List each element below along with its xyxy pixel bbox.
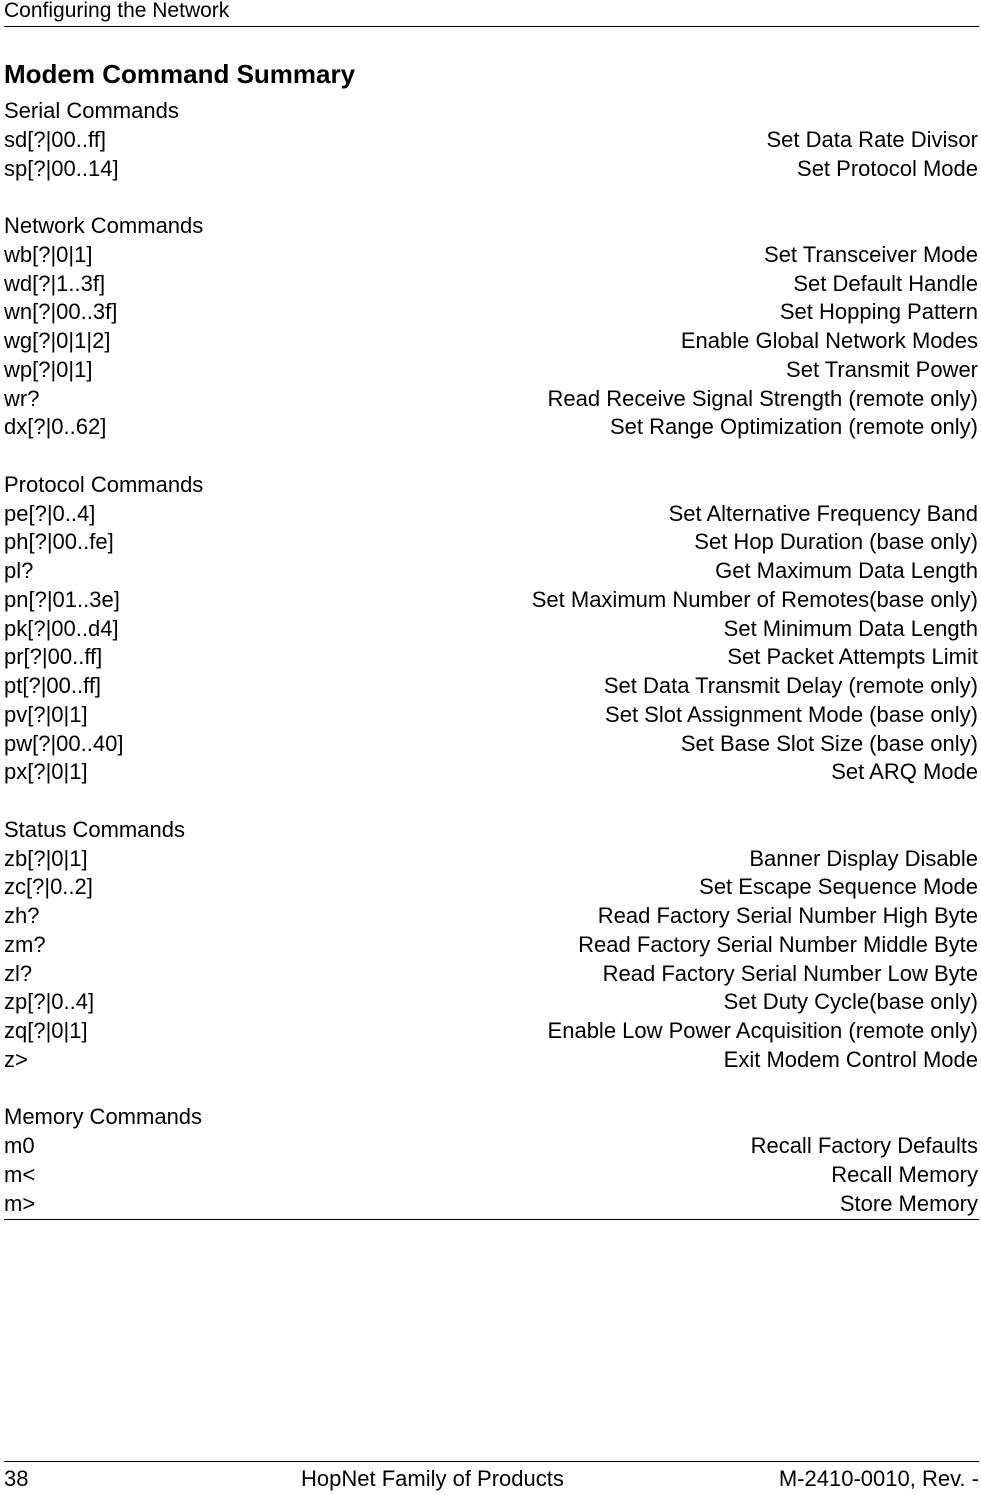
section-title: Status Commands <box>4 816 185 842</box>
running-header-title: Configuring the Network <box>4 0 230 22</box>
command-code: pv[?|0|1] <box>4 701 88 727</box>
command-code: zq[?|0|1] <box>4 1018 88 1043</box>
command-row <box>4 988 978 1017</box>
command-row <box>4 241 978 270</box>
command-row <box>4 155 978 184</box>
command-code: sp[?|00..14] <box>4 155 119 181</box>
command-description: Set Data Rate Divisor <box>766 126 978 152</box>
section-gap <box>4 442 978 471</box>
command-description: Banner Display Disable <box>749 845 978 871</box>
command-code: m< <box>4 1161 36 1187</box>
command-row <box>4 557 978 586</box>
command-description: Read Factory Serial Number High Byte <box>597 903 978 928</box>
command-code: sd[?|00..ff] <box>4 126 106 152</box>
command-code: z> <box>4 1046 28 1072</box>
product-name: HopNet Family of Products <box>301 1466 564 1491</box>
command-row <box>4 931 978 960</box>
command-description: Enable Global Network Modes <box>680 328 978 353</box>
command-row <box>4 758 978 787</box>
page-footer <box>4 1461 979 1495</box>
section-title: Network Commands <box>4 213 204 238</box>
command-row <box>4 270 978 299</box>
command-code: pe[?|0..4] <box>4 500 96 526</box>
command-row <box>4 528 978 557</box>
command-code: pl? <box>4 558 34 583</box>
command-description: Set Protocol Mode <box>797 155 978 181</box>
command-row <box>4 327 978 356</box>
section-gap <box>4 183 978 212</box>
command-description: Set Hop Duration (base only) <box>694 529 978 555</box>
command-code: dx[?|0..62] <box>4 414 107 440</box>
command-code: wb[?|0|1] <box>4 241 93 267</box>
command-code: px[?|0|1] <box>4 759 88 785</box>
command-code: pt[?|00..ff] <box>4 673 102 698</box>
command-row <box>4 1017 978 1046</box>
command-description: Set Alternative Frequency Band <box>668 500 978 526</box>
command-row <box>4 672 978 701</box>
command-row <box>4 730 978 759</box>
command-code: m> <box>4 1190 36 1216</box>
command-code: pr[?|00..ff] <box>4 644 103 670</box>
section-title: Serial Commands <box>4 98 179 123</box>
command-row <box>4 873 978 902</box>
command-code: wr? <box>4 385 40 411</box>
command-description: Set Slot Assignment Mode (base only) <box>605 701 978 727</box>
command-description: Set Data Transmit Delay (remote only) <box>603 673 978 698</box>
command-row <box>4 413 978 442</box>
command-row <box>4 1132 978 1161</box>
command-code: wg[?|0|1|2] <box>4 328 111 353</box>
command-code: wn[?|00..3f] <box>4 299 118 325</box>
command-description: Read Factory Serial Number Low Byte <box>602 960 978 986</box>
command-summary <box>4 97 978 1218</box>
command-description: Set Maximum Number of Remotes(base only) <box>531 586 978 612</box>
command-code: zc[?|0..2] <box>4 874 93 900</box>
document-id: M-2410-0010, Rev. - <box>778 1466 979 1491</box>
section-gap <box>4 787 978 816</box>
command-code: zh? <box>4 903 40 928</box>
command-description: Enable Low Power Acquisition (remote only) <box>547 1018 978 1043</box>
command-row <box>4 643 978 672</box>
command-description: Set Transmit Power <box>786 356 978 382</box>
command-code: ph[?|00..fe] <box>4 529 114 555</box>
command-code: pn[?|01..3e] <box>4 586 120 612</box>
command-row <box>4 701 978 730</box>
command-description: Set ARQ Mode <box>831 759 978 785</box>
command-description: Set Hopping Pattern <box>779 299 978 325</box>
command-description: Set Minimum Data Length <box>723 615 978 641</box>
command-code: wd[?|1..3f] <box>4 270 106 296</box>
command-description: Set Packet Attempts Limit <box>727 644 978 670</box>
command-row <box>4 298 978 327</box>
running-header <box>4 0 979 27</box>
page-title: Modem Command Summary <box>4 59 356 89</box>
command-description: Set Duty Cycle(base only) <box>723 989 978 1015</box>
command-row <box>4 902 978 931</box>
command-row <box>4 845 978 874</box>
command-row <box>4 960 978 989</box>
command-row <box>4 1161 978 1190</box>
command-description: Set Base Slot Size (base only) <box>680 730 978 756</box>
command-description: Set Transceiver Mode <box>764 241 978 267</box>
command-description: Recall Factory Defaults <box>750 1133 978 1158</box>
command-code: zl? <box>4 960 33 986</box>
section-title: Memory Commands <box>4 1104 203 1130</box>
command-code: zm? <box>4 931 46 957</box>
command-description: Recall Memory <box>831 1161 978 1187</box>
command-code: pk[?|00..d4] <box>4 615 119 641</box>
command-description: Read Factory Serial Number Middle Byte <box>578 931 978 957</box>
command-code: m0 <box>4 1133 35 1158</box>
command-description: Store Memory <box>839 1190 978 1216</box>
command-code: wp[?|0|1] <box>4 356 93 382</box>
command-description: Set Default Handle <box>793 270 978 296</box>
section-gap <box>4 1075 978 1104</box>
command-row <box>4 385 978 414</box>
command-code: pw[?|00..40] <box>4 730 124 756</box>
command-description: Get Maximum Data Length <box>715 558 978 583</box>
command-code: zp[?|0..4] <box>4 989 95 1015</box>
page-number: 38 <box>4 1466 29 1491</box>
command-row <box>4 356 978 385</box>
command-row <box>4 500 978 529</box>
command-description: Read Receive Signal Strength (remote only) <box>547 385 978 411</box>
command-row <box>4 126 978 155</box>
command-row <box>4 1190 978 1219</box>
bottom-divider <box>4 1219 979 1220</box>
command-row <box>4 1046 978 1075</box>
command-description: Exit Modem Control Mode <box>723 1046 978 1072</box>
section-title: Protocol Commands <box>4 471 204 497</box>
command-code: zb[?|0|1] <box>4 845 88 871</box>
command-description: Set Range Optimization (remote only) <box>609 414 978 440</box>
command-row <box>4 615 978 644</box>
command-description: Set Escape Sequence Mode <box>699 874 978 900</box>
command-row <box>4 586 978 615</box>
